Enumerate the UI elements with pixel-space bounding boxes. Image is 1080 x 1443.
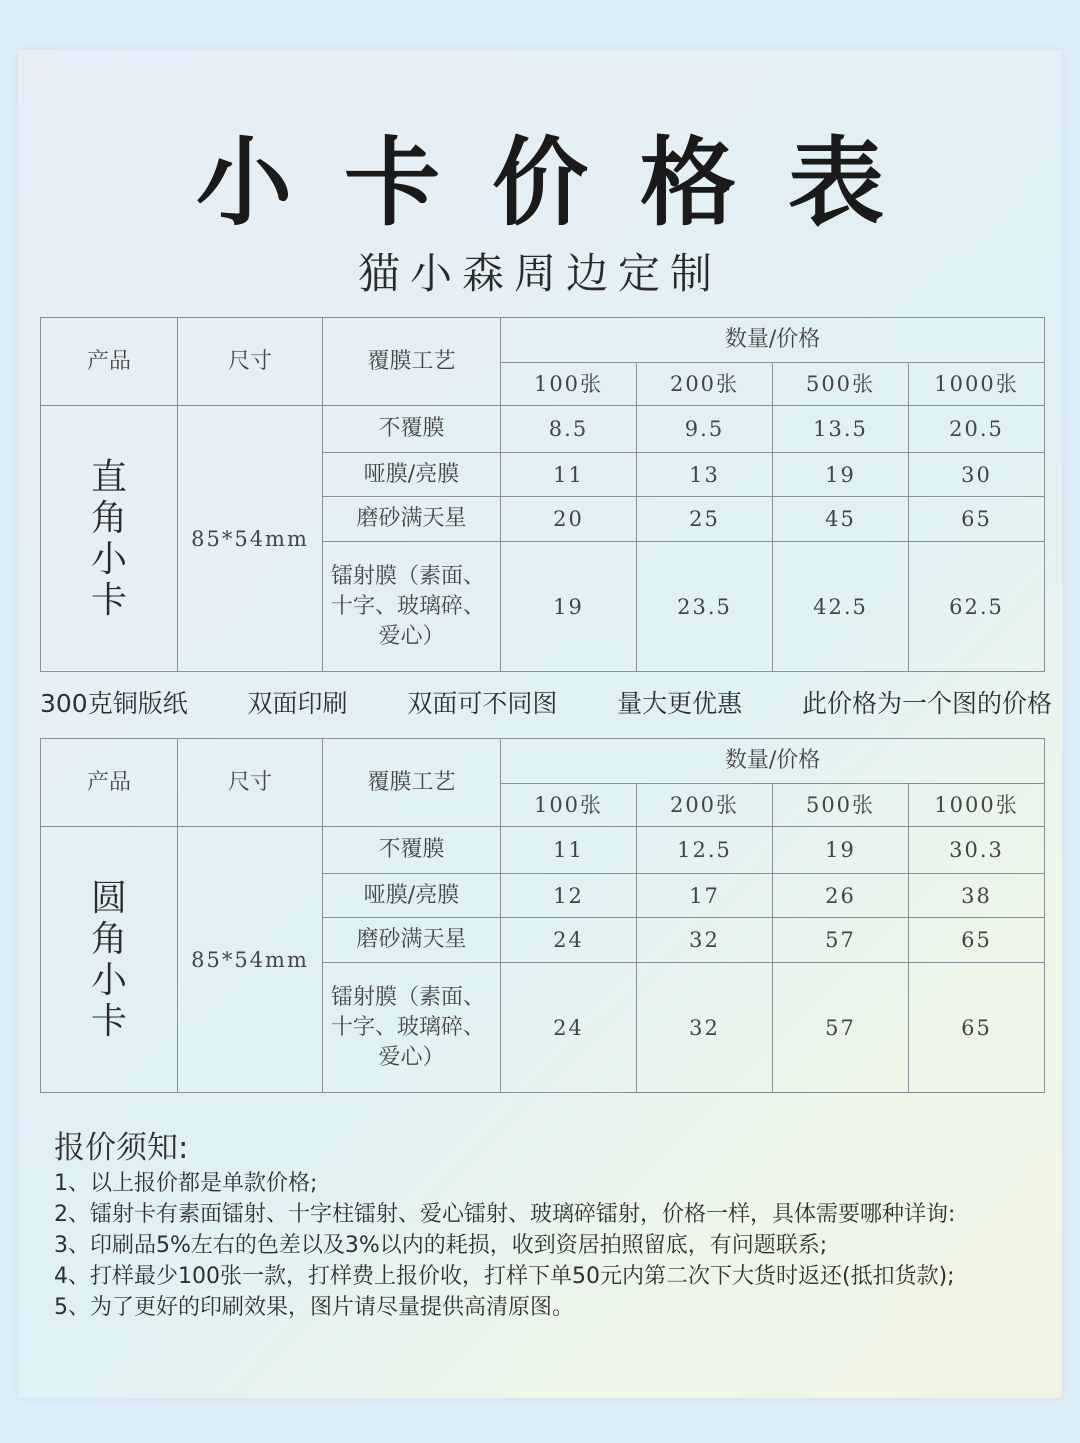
price-cell: 13	[637, 453, 773, 497]
film-cell-laser	[323, 542, 501, 672]
price-cell: 62.5	[909, 542, 1045, 672]
price-cell: 26	[773, 874, 909, 918]
header-qty-1000: 1000张	[909, 363, 1045, 406]
film-line: 爱心）	[378, 1044, 445, 1070]
film-cell: 不覆膜	[323, 827, 501, 874]
price-cell: 30.3	[909, 827, 1045, 874]
film-line: 镭射膜（素面、	[331, 563, 486, 589]
price-cell: 19	[501, 542, 637, 672]
film-cell-laser	[323, 963, 501, 1093]
film-cell: 哑膜/亮膜	[323, 874, 501, 918]
price-cell: 8.5	[501, 406, 637, 453]
note-item: 4、打样最少100张一款，打样费上报价收，打样下单50元内第二次下大货时返还(抵扣货款);	[54, 1264, 955, 1289]
price-cell: 32	[637, 918, 773, 963]
price-cell: 57	[773, 963, 909, 1093]
price-cell: 65	[909, 497, 1045, 542]
film-line: 十字、玻璃碎、	[331, 593, 486, 619]
price-cell: 11	[501, 827, 637, 874]
product-cell	[41, 827, 178, 1093]
header-film: 覆膜工艺	[323, 739, 501, 827]
price-table-square-corner	[40, 317, 1045, 672]
page-subtitle: 猫小森周边定制	[357, 249, 722, 298]
film-line: 十字、玻璃碎、	[331, 1014, 486, 1040]
note-item: 1、以上报价都是单款价格;	[54, 1171, 318, 1196]
tagline-item: 双面可不同图	[407, 689, 558, 718]
note-item: 3、印刷品5%左右的色差以及3%以内的耗损，收到资居拍照留底，有问题联系;	[54, 1233, 828, 1258]
header-size: 尺寸	[178, 739, 323, 827]
note-item: 5、为了更好的印刷效果，图片请尽量提供高清原图。	[54, 1295, 574, 1320]
price-cell: 45	[773, 497, 909, 542]
price-cell: 11	[501, 453, 637, 497]
price-cell: 12	[501, 874, 637, 918]
header-qty-500: 500张	[773, 784, 909, 827]
header-qty-200: 200张	[637, 363, 773, 406]
header-size: 尺寸	[178, 318, 323, 406]
price-cell: 57	[773, 918, 909, 963]
price-cell: 25	[637, 497, 773, 542]
tagline-item: 双面印刷	[247, 689, 348, 718]
price-cell: 20	[501, 497, 637, 542]
header-product: 产品	[41, 739, 178, 827]
price-cell: 20.5	[909, 406, 1045, 453]
price-cell: 9.5	[637, 406, 773, 453]
header-qty-200: 200张	[637, 784, 773, 827]
size-cell: 85*54mm	[178, 406, 323, 672]
header-qty-500: 500张	[773, 363, 909, 406]
price-cell: 19	[773, 827, 909, 874]
price-cell: 19	[773, 453, 909, 497]
header-qty-price: 数量/价格	[501, 739, 1045, 784]
film-cell: 磨砂满天星	[323, 497, 501, 542]
film-line: 爱心）	[378, 623, 445, 649]
note-item: 2、镭射卡有素面镭射、十字柱镭射、爱心镭射、玻璃碎镭射，价格一样，具体需要哪种详询:	[54, 1202, 956, 1227]
price-cell: 17	[637, 874, 773, 918]
price-cell: 42.5	[773, 542, 909, 672]
notes-heading: 报价须知:	[54, 1130, 189, 1166]
price-cell: 65	[909, 918, 1045, 963]
header-film: 覆膜工艺	[323, 318, 501, 406]
price-cell: 30	[909, 453, 1045, 497]
film-cell: 哑膜/亮膜	[323, 453, 501, 497]
tagline-item: 300克铜版纸	[40, 689, 188, 718]
tagline	[40, 686, 1052, 722]
film-line: 镭射膜（素面、	[331, 984, 486, 1010]
header-product: 产品	[41, 318, 178, 406]
size-cell: 85*54mm	[178, 827, 323, 1093]
price-table-round-corner	[40, 738, 1045, 1093]
price-cell: 12.5	[637, 827, 773, 874]
film-cell: 磨砂满天星	[323, 918, 501, 963]
quote-notes	[54, 1128, 1054, 1323]
price-cell: 24	[501, 963, 637, 1093]
price-cell: 23.5	[637, 542, 773, 672]
header-qty-1000: 1000张	[909, 784, 1045, 827]
page-title: 小卡价格表	[196, 127, 936, 239]
tagline-item: 量大更优惠	[617, 689, 743, 718]
film-cell: 不覆膜	[323, 406, 501, 453]
price-cell: 24	[501, 918, 637, 963]
header-qty-100: 100张	[501, 363, 637, 406]
product-name: 圆角小卡	[90, 877, 127, 1042]
tagline-item: 此价格为一个图的价格	[801, 689, 1052, 718]
price-cell: 65	[909, 963, 1045, 1093]
product-cell	[41, 406, 178, 672]
header-qty-price: 数量/价格	[501, 318, 1045, 363]
header-qty-100: 100张	[501, 784, 637, 827]
price-cell: 38	[909, 874, 1045, 918]
price-cell: 32	[637, 963, 773, 1093]
price-cell: 13.5	[773, 406, 909, 453]
product-name: 直角小卡	[90, 456, 127, 621]
